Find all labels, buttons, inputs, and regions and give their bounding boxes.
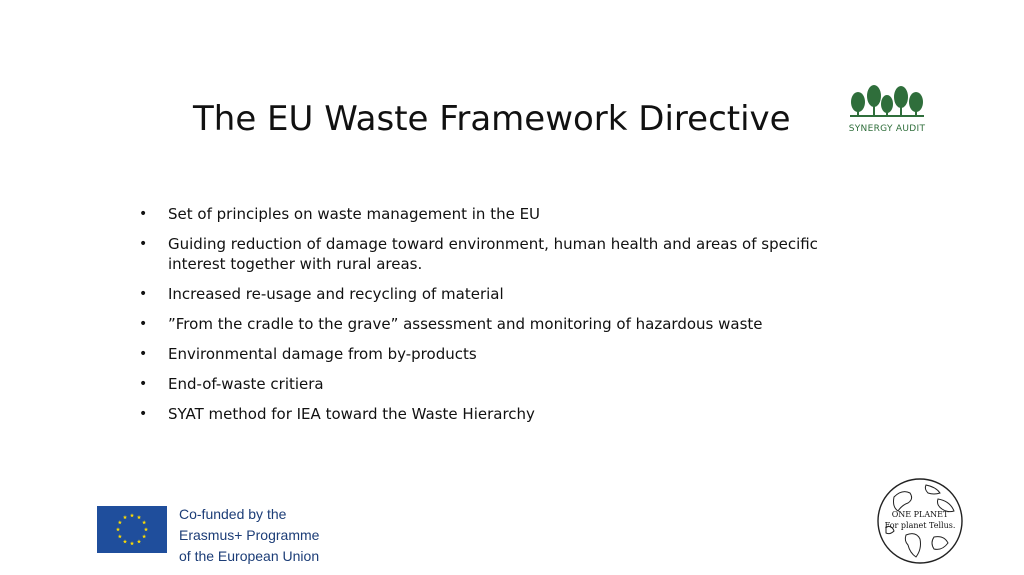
planet-text-line: For planet Tellus. (884, 521, 956, 530)
slide-title: The EU Waste Framework Directive (193, 99, 791, 139)
bullet-item (139, 234, 879, 274)
eu-cofunded-text (179, 504, 319, 567)
bullet-marker: • (139, 206, 148, 222)
bullet-marker: • (139, 236, 148, 252)
bullet-marker: • (139, 286, 148, 302)
bullet-item (139, 314, 879, 334)
one-planet-text (876, 509, 964, 531)
eu-text-line: of the European Union (179, 548, 320, 564)
bullet-text: Guiding reduction of damage toward environment, human health and areas of specific interest together with rural areas. (168, 235, 818, 273)
bullet-item (139, 204, 879, 224)
eu-flag-icon (97, 506, 167, 553)
bullet-item (139, 284, 879, 304)
bullet-text: SYAT method for IEA toward the Waste Hierarchy (168, 405, 535, 423)
planet-text-line: ONE PLANET (891, 510, 949, 519)
bullet-list (139, 204, 879, 434)
bullet-item (139, 344, 879, 364)
bullet-marker: • (139, 376, 148, 392)
bullet-marker: • (139, 316, 148, 332)
eu-text-line: Erasmus+ Programme (179, 527, 320, 543)
eu-text-line: Co-funded by the (179, 506, 287, 522)
bullet-item (139, 374, 879, 394)
bullet-item (139, 404, 879, 424)
bullet-text: Increased re-usage and recycling of material (168, 285, 504, 303)
bullet-text: ”From the cradle to the grave” assessment and monitoring of hazardous waste (168, 315, 763, 333)
bullet-text: Set of principles on waste management in the EU (168, 205, 541, 223)
bullet-marker: • (139, 346, 148, 362)
synergy-audit-text: SYNERGY AUDIT (848, 124, 926, 134)
bullet-marker: • (139, 406, 148, 422)
bullet-text: Environmental damage from by-products (168, 345, 477, 363)
bullet-text: End-of-waste critiera (168, 375, 324, 393)
